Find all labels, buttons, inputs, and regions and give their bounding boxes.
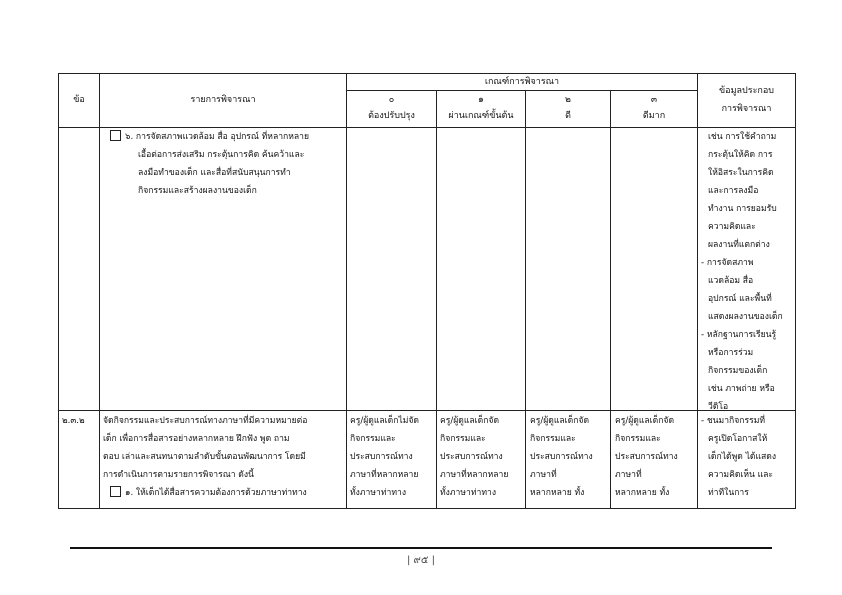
level2-label: ดี — [565, 111, 571, 121]
col-divider-level0 — [436, 90, 437, 509]
row2-number: ๒.๓.๒ — [62, 416, 85, 426]
header-level3 — [611, 92, 697, 124]
header-level2 — [526, 92, 610, 124]
row-divider — [58, 410, 796, 411]
info-line: ทำงาน การยอมรับ — [708, 204, 777, 214]
info-line: - การจัดสภาพ — [701, 258, 754, 268]
row2-item-line: จัดกิจกรรมและประสบการณ์ทางภาษาที่มีความหมายต่อ — [103, 416, 308, 426]
level2-number: ๒ — [565, 95, 571, 105]
info-line: ให้อิสระในการคิด — [708, 168, 774, 178]
row1-item-line: เอื้อต่อการส่งเสริม กระตุ้นการคิด ค้นคว้าและ — [138, 150, 305, 160]
level0-label: ต้องปรับปรุง — [368, 111, 415, 121]
row1-item-text — [110, 128, 309, 200]
level3-number: ๓ — [650, 95, 658, 105]
row1-item-line: ลงมือทำของเด็ก และสื่อที่สนับสนุนการทำ — [138, 168, 291, 178]
table-border-bottom — [58, 508, 796, 509]
row2-item-text — [103, 412, 307, 502]
row2-item-line: ๑. ให้เด็กได้สื่อสารความต้องการด้วยภาษาท่าทาง — [103, 484, 307, 502]
row2-item-line: ตอบ เล่าและสนทนาตามลำดับขั้นตอนพัฒนาการ โดยมี — [103, 452, 306, 462]
col-divider-level1 — [525, 90, 526, 509]
info-line: และการลงมือ — [708, 186, 759, 196]
header-criteria-title: เกณฑ์การพิจารณา — [484, 77, 560, 87]
header-col-no: ข้อ — [73, 95, 85, 105]
row1-item-line: ๖. การจัดสภาพแวดล้อม สื่อ อุปกรณ์ ที่หลากหลาย — [110, 128, 309, 146]
row2-info-text: - ชนมากิจกรรมที่ ครูเปิดโอกาสให้ เด็กได้พูด ได้แสดง ความคิดเห็น และ ท่าทีในการ — [701, 416, 777, 498]
info-line: ผลงานที่แตกต่าง — [708, 240, 770, 250]
header-level0 — [347, 92, 436, 124]
header-col-item: รายการพิจารณา — [190, 95, 256, 105]
col-divider-no — [99, 73, 100, 509]
level0-number: ๐ — [388, 95, 395, 105]
row1-info-text — [701, 128, 783, 416]
row2-item-line: การดำเนินการตามรายการพิจารณา ดังนี้ — [103, 470, 254, 480]
row1-checkbox[interactable] — [110, 130, 121, 141]
col-divider-level3 — [697, 73, 698, 509]
level1-label: ผ่านเกณฑ์ขั้นต้น — [448, 111, 514, 121]
info-line: อุปกรณ์ และพื้นที่ — [708, 294, 772, 304]
col-divider-level2 — [610, 90, 611, 509]
info-line: วีดิโอ — [708, 402, 729, 412]
row2-level3-text: ครู/ผู้ดูแลเด็กจัด กิจกรรมและ ประสบการณ์ทาง ภาษาที่ หลากหลาย ทั้ง — [615, 416, 678, 498]
row1-item-line: กิจกรรมและสร้างผลงานของเด็ก — [138, 186, 257, 196]
header-info-line2: การพิจารณา — [721, 104, 772, 114]
info-line: ความคิดและ — [708, 222, 756, 232]
page-number: | ๙๕ | — [407, 555, 435, 566]
level1-number: ๑ — [478, 95, 484, 105]
info-line: เช่น ภาพถ่าย หรือ — [708, 384, 775, 394]
row2-level0-text: ครู/ผู้ดูแลเด็กไม่จัด กิจกรรมและ ประสบการณ์ทาง ภาษาที่หลากหลาย ทั้งภาษาท่าทาง — [350, 416, 420, 498]
col-divider-item — [346, 73, 347, 509]
table-border-right — [795, 73, 796, 509]
header-info-line1: ข้อมูลประกอบ — [719, 86, 774, 96]
row2-level2-text: ครู/ผู้ดูแลเด็กจัด กิจกรรมและ ประสบการณ์ทาง ภาษาที่ หลากหลาย ทั้ง — [530, 416, 593, 498]
header-level1 — [437, 92, 525, 124]
footer-rule — [70, 547, 772, 549]
info-line: หรือการร่วม — [708, 348, 754, 358]
table-border-left — [58, 73, 59, 509]
info-line: เช่น การใช้คำถาม — [708, 132, 777, 142]
info-line: - หลักฐานการเรียนรู้ — [701, 330, 777, 340]
evaluation-table — [58, 73, 796, 509]
level3-label: ดีมาก — [642, 111, 666, 121]
row2-checkbox[interactable] — [110, 486, 121, 497]
info-line: แวดล้อม สื่อ — [708, 276, 754, 286]
info-line: แสดงผลงานของเด็ก — [708, 312, 783, 322]
info-line: กระตุ้นให้คิด การ — [708, 150, 773, 160]
row2-level1-text: ครู/ผู้ดูแลเด็กจัด กิจกรรมและ ประสบการณ์ทาง ภาษาที่หลากหลาย ทั้งภาษาท่าทาง — [440, 416, 509, 498]
info-line: กิจกรรมของเด็ก — [708, 366, 768, 376]
row2-item-line: เด็ก เพื่อการสื่อสารอย่างหลากหลาย ฝึกฟัง พูด ถาม — [103, 434, 290, 444]
